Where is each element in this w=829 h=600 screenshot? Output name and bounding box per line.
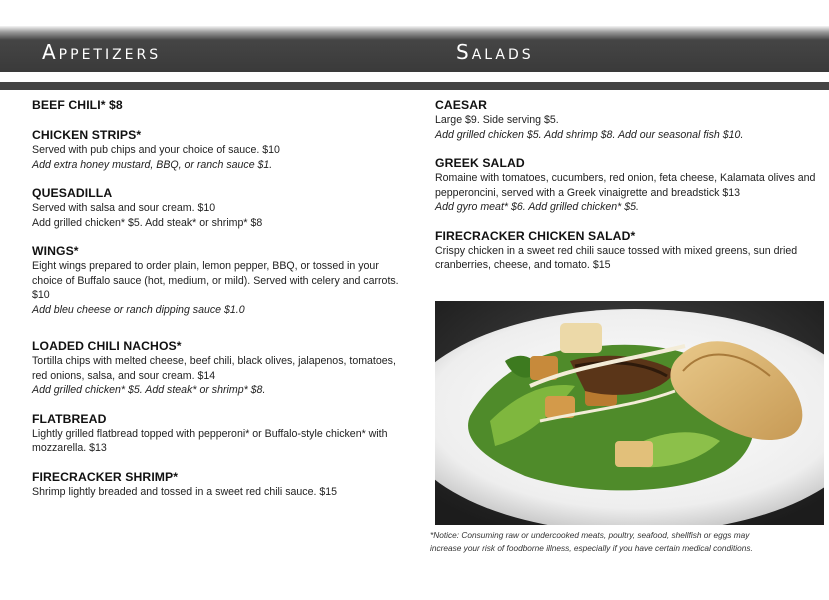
- item-addon-note: Add bleu cheese or ranch dipping sauce $1.0: [32, 303, 245, 316]
- item-addon-note: Add gyro meat* $6. Add grilled chicken* $5.: [435, 201, 639, 213]
- menu-item-wings: [32, 244, 412, 317]
- item-addon-note: Add grilled chicken* $5. Add steak* or shrimp* $8: [32, 216, 263, 229]
- appetizers-column: [32, 98, 412, 499]
- item-addon-note: Add grilled chicken* $5. Add steak* or shrimp* $8.: [32, 384, 266, 396]
- item-addon-note: Add grilled chicken $5. Add shrimp $8. Add our seasonal fish $10.: [435, 128, 744, 141]
- item-name: GREEK SALAD: [435, 156, 525, 170]
- item-name: FIRECRACKER CHICKEN SALAD*: [435, 228, 636, 243]
- food-safety-notice: [430, 529, 825, 554]
- item-name: CHICKEN STRIPS*: [32, 128, 142, 142]
- item-description: Large $9. Side serving $5.: [435, 114, 559, 126]
- item-description: Served with salsa and sour cream. $10: [32, 202, 216, 214]
- item-description: Tortilla chips with melted cheese, beef chili, black olives, jalapenos, tomatoes, red onions, salsa, and sour cream. $14: [32, 355, 396, 382]
- menu-item-firecracker-shrimp: [32, 470, 412, 500]
- item-name: LOADED CHILI NACHOS*: [32, 339, 182, 353]
- item-name: QUESADILLA: [32, 186, 113, 200]
- item-name: CAESAR: [435, 98, 488, 112]
- menu-item-firecracker-chicken-salad: [435, 229, 823, 273]
- item-name: FIRECRACKER SHRIMP*: [32, 469, 179, 484]
- divider-rule: [0, 82, 829, 90]
- menu-item-beef-chili: [32, 98, 412, 112]
- item-description: Lightly grilled flatbread topped with pepperoni* or Buffalo-style chicken* with mozzarella. $13: [32, 427, 388, 454]
- salads-heading: Salads: [456, 40, 534, 64]
- menu-item-chicken-strips: [32, 128, 412, 172]
- salad-plate-illustration: [435, 301, 824, 525]
- item-addon-note: Add extra honey mustard, BBQ, or ranch sauce $1.: [32, 158, 273, 171]
- item-description: Served with pub chips and your choice of sauce. $10: [32, 144, 280, 156]
- caesar-salad-photo: [435, 301, 824, 525]
- item-description: Romaine with tomatoes, cucumbers, red onion, feta cheese, Kalamata olives and pepperoncini, served with a Greek vinaigrette and breadstick $13: [435, 172, 816, 199]
- notice-line-1: *Notice: Consuming raw or undercooked meats, poultry, seafood, shellfish or eggs may: [430, 530, 750, 540]
- item-name: BEEF CHILI* $8: [32, 98, 123, 112]
- salads-column: [435, 98, 823, 273]
- item-description: Crispy chicken in a sweet red chili sauce tossed with mixed greens, sun dried cranberries, cheese, and tomato. $15: [435, 244, 798, 271]
- item-name: FLATBREAD: [32, 411, 107, 426]
- item-description: Shrimp lightly breaded and tossed in a sweet red chili sauce. $15: [32, 485, 338, 498]
- menu-item-greek-salad: [435, 156, 823, 215]
- menu-item-flatbread: [32, 412, 412, 456]
- item-name: WINGS*: [32, 244, 79, 258]
- notice-line-2: increase your risk of foodborne illness, especially if you have certain medical conditions.: [430, 542, 753, 553]
- appetizers-heading: Appetizers: [42, 40, 162, 64]
- menu-item-loaded-chili-nachos: [32, 339, 412, 398]
- menu-item-quesadilla: [32, 186, 412, 230]
- item-description: Eight wings prepared to order plain, lemon pepper, BBQ, or tossed in your choice of Buffalo sauce (hot, medium, or mild). Served with celery and carrots. $10: [32, 260, 399, 301]
- menu-item-caesar: [435, 98, 823, 142]
